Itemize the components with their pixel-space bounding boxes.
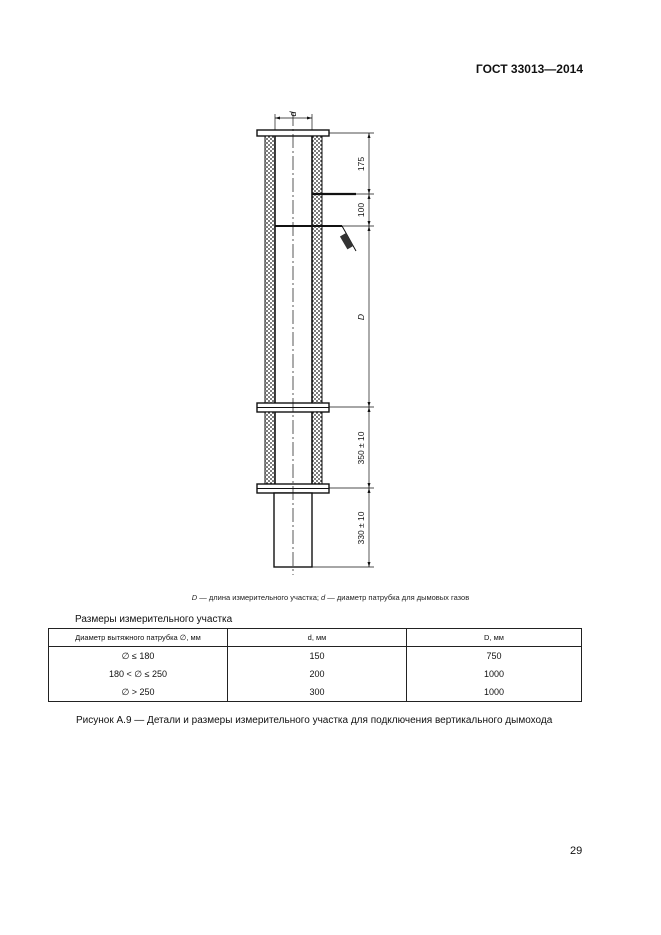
dimension-100-label: 100 bbox=[356, 202, 366, 218]
dimension-d-label: d bbox=[288, 111, 298, 117]
legend-d-text: — диаметр патрубка для дымовых газов bbox=[325, 593, 470, 602]
page-number: 29 bbox=[570, 845, 583, 857]
table-row bbox=[49, 647, 582, 666]
header-D: D, мм bbox=[407, 629, 582, 647]
header-exhaust-diameter: Диаметр вытяжного патрубка ∅, мм bbox=[49, 629, 228, 647]
cell-diameter-range: ∅ > 250 bbox=[49, 683, 228, 702]
cell-d: 300 bbox=[228, 683, 407, 702]
insulation-left-lower bbox=[265, 412, 275, 484]
dimension-D-label: D bbox=[356, 313, 366, 321]
figure-legend bbox=[0, 593, 661, 602]
legend-D-symbol: D bbox=[191, 593, 198, 602]
legend-D-text: — длина измерительного участка; bbox=[197, 593, 322, 602]
dimensions-table bbox=[48, 628, 582, 702]
cell-diameter-range: 180 < ∅ ≤ 250 bbox=[49, 665, 228, 683]
dimension-330-label: 330 ± 10 bbox=[356, 511, 366, 545]
dimension-350-label: 350 ± 10 bbox=[356, 431, 366, 465]
cell-diameter-range: ∅ ≤ 180 bbox=[49, 647, 228, 666]
dimension-175-label: 175 bbox=[356, 156, 366, 172]
cell-d: 200 bbox=[228, 665, 407, 683]
insulation-left-upper bbox=[265, 136, 275, 403]
table-caption: Размеры измерительного участка bbox=[75, 614, 233, 625]
table-header-row bbox=[49, 629, 582, 647]
table-row bbox=[49, 665, 582, 683]
cell-D: 1000 bbox=[407, 683, 582, 702]
header-d: d, мм bbox=[228, 629, 407, 647]
cell-D: 750 bbox=[407, 647, 582, 666]
insulation-right-lower bbox=[312, 412, 322, 484]
document-header: ГОСТ 33013—2014 bbox=[475, 62, 583, 76]
cell-d: 150 bbox=[228, 647, 407, 666]
table-row bbox=[49, 683, 582, 702]
legend-d-symbol: d bbox=[321, 593, 326, 602]
insulation-right-upper bbox=[312, 136, 322, 403]
figure-caption: Рисунок А.9 — Детали и размеры измерительного участка для подключения вертикального дымохода bbox=[76, 715, 553, 726]
probe-connector bbox=[340, 233, 354, 249]
cell-D: 1000 bbox=[407, 665, 582, 683]
